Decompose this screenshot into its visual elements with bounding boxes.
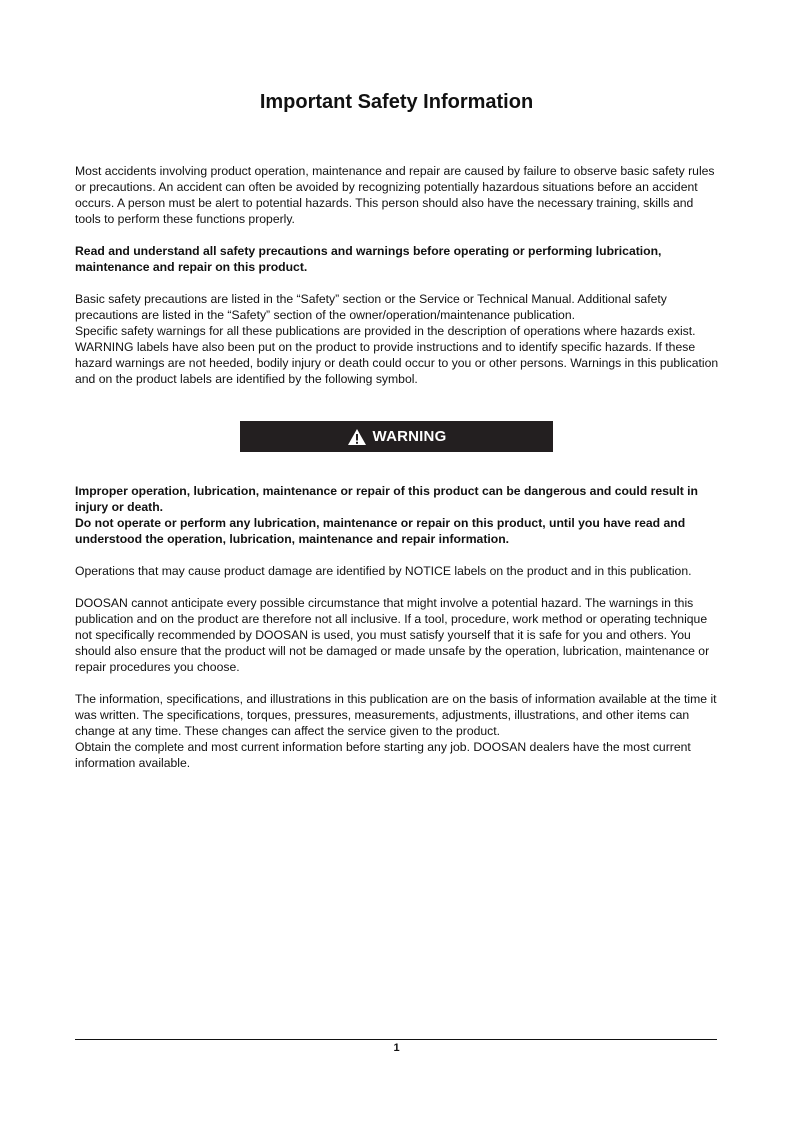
- doosan-block: [75, 595, 720, 675]
- warning-banner: [240, 421, 553, 452]
- obtain-current-paragraph: Obtain the complete and most current information before starting any job. DOOSAN dealers have the most current information available.: [75, 740, 691, 770]
- notice-labels-paragraph: Operations that may cause product damage are identified by NOTICE labels on the product and in this publication.: [75, 564, 692, 578]
- notice-block: [75, 563, 720, 579]
- danger-statement-block: [75, 483, 720, 547]
- footer-divider: [75, 1039, 717, 1040]
- precautions-block: [75, 291, 720, 387]
- warning-label: WARNING: [372, 428, 447, 445]
- page-title: Important Safety Information: [259, 91, 534, 113]
- doosan-anticipate-paragraph: DOOSAN cannot anticipate every possible circumstance that might involve a potential hazard. The warnings in this publication and on the product are therefore not all inclusive. If a tool, procedure, work method or operating technique not specifically recommended by DOOSAN is used, you must satisfy yourself that it is safe for you and others. You should also ensure that the product will not be damaged or made unsafe by the operation, lubrication, maintenance or repair procedures you choose.: [75, 596, 710, 674]
- information-block: [75, 691, 720, 771]
- improper-operation-paragraph: Improper operation, lubrication, maintenance or repair of this product can be dangerous and could result in injury or death.: [75, 484, 699, 514]
- do-not-operate-paragraph: Do not operate or perform any lubrication, maintenance or repair on this product, until you have read and understood the operation, lubrication, maintenance and repair information.: [75, 516, 686, 546]
- read-understand-block: [75, 243, 720, 275]
- read-understand-paragraph: Read and understand all safety precautions and warnings before operating or performing lubrication, maintenance and repair on this product.: [75, 244, 662, 274]
- basic-precautions-paragraph: Basic safety precautions are listed in the “Safety” section or the Service or Technical Manual. Additional safety precautions are listed in the “Safety” section of the owner/operation/maintenance publication.: [75, 292, 667, 322]
- intro-paragraph: Most accidents involving product operation, maintenance and repair are caused by failure to observe basic safety rules or precautions. An accident can often be avoided by recognizing potentially hazardous situations before an accident occurs. A person must be alert to potential hazards. This person should also have the necessary training, skills and tools to perform these functions properly.: [75, 164, 715, 226]
- page-number: 1: [393, 1042, 400, 1054]
- intro-paragraph-block: [75, 163, 720, 227]
- specific-warnings-paragraph: Specific safety warnings for all these publications are provided in the description of operations where hazards exist. WARNING labels have also been put on the product to provide instructions and to identify specific hazards. If these hazard warnings are not heeded, bodily injury or death could occur to you or other persons. Warnings in this publication and on the product labels are identified by the following symbol.: [75, 324, 719, 386]
- information-basis-paragraph: The information, specifications, and illustrations in this publication are on the basis of information available at the time it was written. The specifications, torques, pressures, measurements, adjustments, illustrations, and other items can change at any time. These changes can affect the service given to the product.: [75, 692, 717, 738]
- warning-triangle-icon: [347, 428, 367, 446]
